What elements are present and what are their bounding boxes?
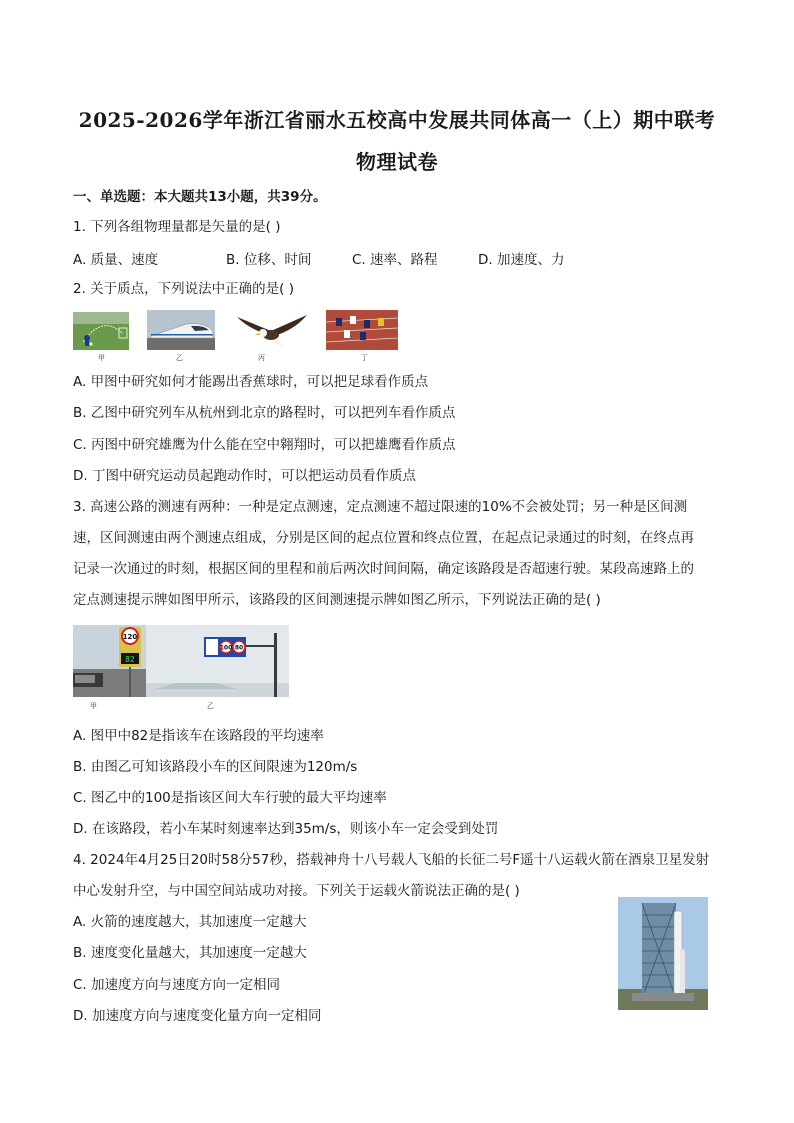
q3-stem-line1: 3. 高速公路的测速有两种：一种是定点测速，定点测速不超过限速的10%不会被处罚；另一种是区间测 xyxy=(73,499,688,515)
q2-caption-jia: 甲 xyxy=(98,354,105,362)
q2-option-a[interactable]: A. 甲图中研究如何才能踢出香蕉球时，可以把足球看作质点 xyxy=(73,374,429,390)
q2-caption-ding: 丁 xyxy=(361,354,368,362)
q2-option-c[interactable]: C. 丙图中研究雄鹰为什么能在空中翱翔时，可以把雄鹰看作质点 xyxy=(73,437,456,453)
q4-option-b[interactable]: B. 速度变化量越大，其加速度一定越大 xyxy=(73,945,307,961)
q2-stem: 2. 关于质点，下列说法中正确的是( ) xyxy=(73,281,294,297)
q2-option-b[interactable]: B. 乙图中研究列车从杭州到北京的路程时，可以把列车看作质点 xyxy=(73,405,456,421)
exam-title-line1: 2025-2026学年浙江省丽水五校高中发展共同体高一（上）期中联考 xyxy=(78,108,716,132)
q3-caption-jia: 甲 xyxy=(90,702,97,710)
q1-stem: 1. 下列各组物理量都是矢量的是( ) xyxy=(73,219,281,235)
sign-speed-limit: 120 xyxy=(122,633,138,641)
q1-option-c[interactable]: C. 速率、路程 xyxy=(352,252,438,268)
q2-caption-yi: 乙 xyxy=(176,354,183,362)
sign-label-80: 80 xyxy=(234,644,244,652)
q3-option-d[interactable]: D. 在该路段，若小车某时刻速率达到35m/s，则该小车一定会受到处罚 xyxy=(73,821,499,837)
eagle-image xyxy=(233,309,309,351)
q4-option-d[interactable]: D. 加速度方向与速度变化量方向一定相同 xyxy=(73,1008,322,1024)
q1-option-b[interactable]: B. 位移、时间 xyxy=(226,252,312,268)
soccer-image xyxy=(73,312,129,350)
q2-option-d[interactable]: D. 丁图中研究运动员起跑动作时，可以把运动员看作质点 xyxy=(73,468,416,484)
rocket-launch-tower-image xyxy=(618,897,708,1010)
sign-label-100: 100 xyxy=(219,644,233,652)
speed-sign-image xyxy=(73,625,146,697)
q3-caption-yi: 乙 xyxy=(207,702,214,710)
q3-stem-line3: 记录一次通过的时刻，根据区间的里程和前后两次时间间隔，确定该路段是否超速行驶。某段高速路上的 xyxy=(73,561,694,577)
q4-option-c[interactable]: C. 加速度方向与速度方向一定相同 xyxy=(73,977,281,993)
q4-option-a[interactable]: A. 火箭的速度越大，其加速度一定越大 xyxy=(73,914,307,930)
sprinters-image xyxy=(326,310,398,350)
interval-sign-image xyxy=(146,625,289,697)
q3-option-c[interactable]: C. 图乙中的100是指该区间大车行驶的最大平均速率 xyxy=(73,790,387,806)
q1-option-d[interactable]: D. 加速度、力 xyxy=(478,252,565,268)
q3-option-a[interactable]: A. 图甲中82是指该车在该路段的平均速率 xyxy=(73,728,324,744)
train-image xyxy=(147,310,215,350)
q4-stem-line1: 4. 2024年4月25日20时58分57秒，搭载神舟十八号载人飞船的长征二号F遥十八运载火箭在酒泉卫星发射 xyxy=(73,852,710,868)
q4-stem-line2: 中心发射升空，与中国空间站成功对接。下列关于运载火箭说法正确的是( ) xyxy=(73,883,520,899)
q1-option-a[interactable]: A. 质量、速度 xyxy=(73,252,159,268)
q3-stem-line4: 定点测速提示牌如图甲所示，该路段的区间测速提示牌如图乙所示，下列说法正确的是( ) xyxy=(73,592,601,608)
q3-stem-line2: 速，区间测速由两个测速点组成，分别是区间的起点位置和终点位置，在起点记录通过的时刻，在终点再 xyxy=(73,530,694,546)
q1-options xyxy=(73,248,673,266)
exam-title-line2: 物理试卷 xyxy=(356,150,438,174)
q3-option-b[interactable]: B. 由图乙可知该路段小车的区间限速为120m/s xyxy=(73,759,358,775)
section-heading: 一、单选题：本大题共13小题，共39分。 xyxy=(73,189,327,205)
q2-caption-bing: 丙 xyxy=(258,354,265,362)
sign-speed-display: 82 xyxy=(125,655,135,664)
